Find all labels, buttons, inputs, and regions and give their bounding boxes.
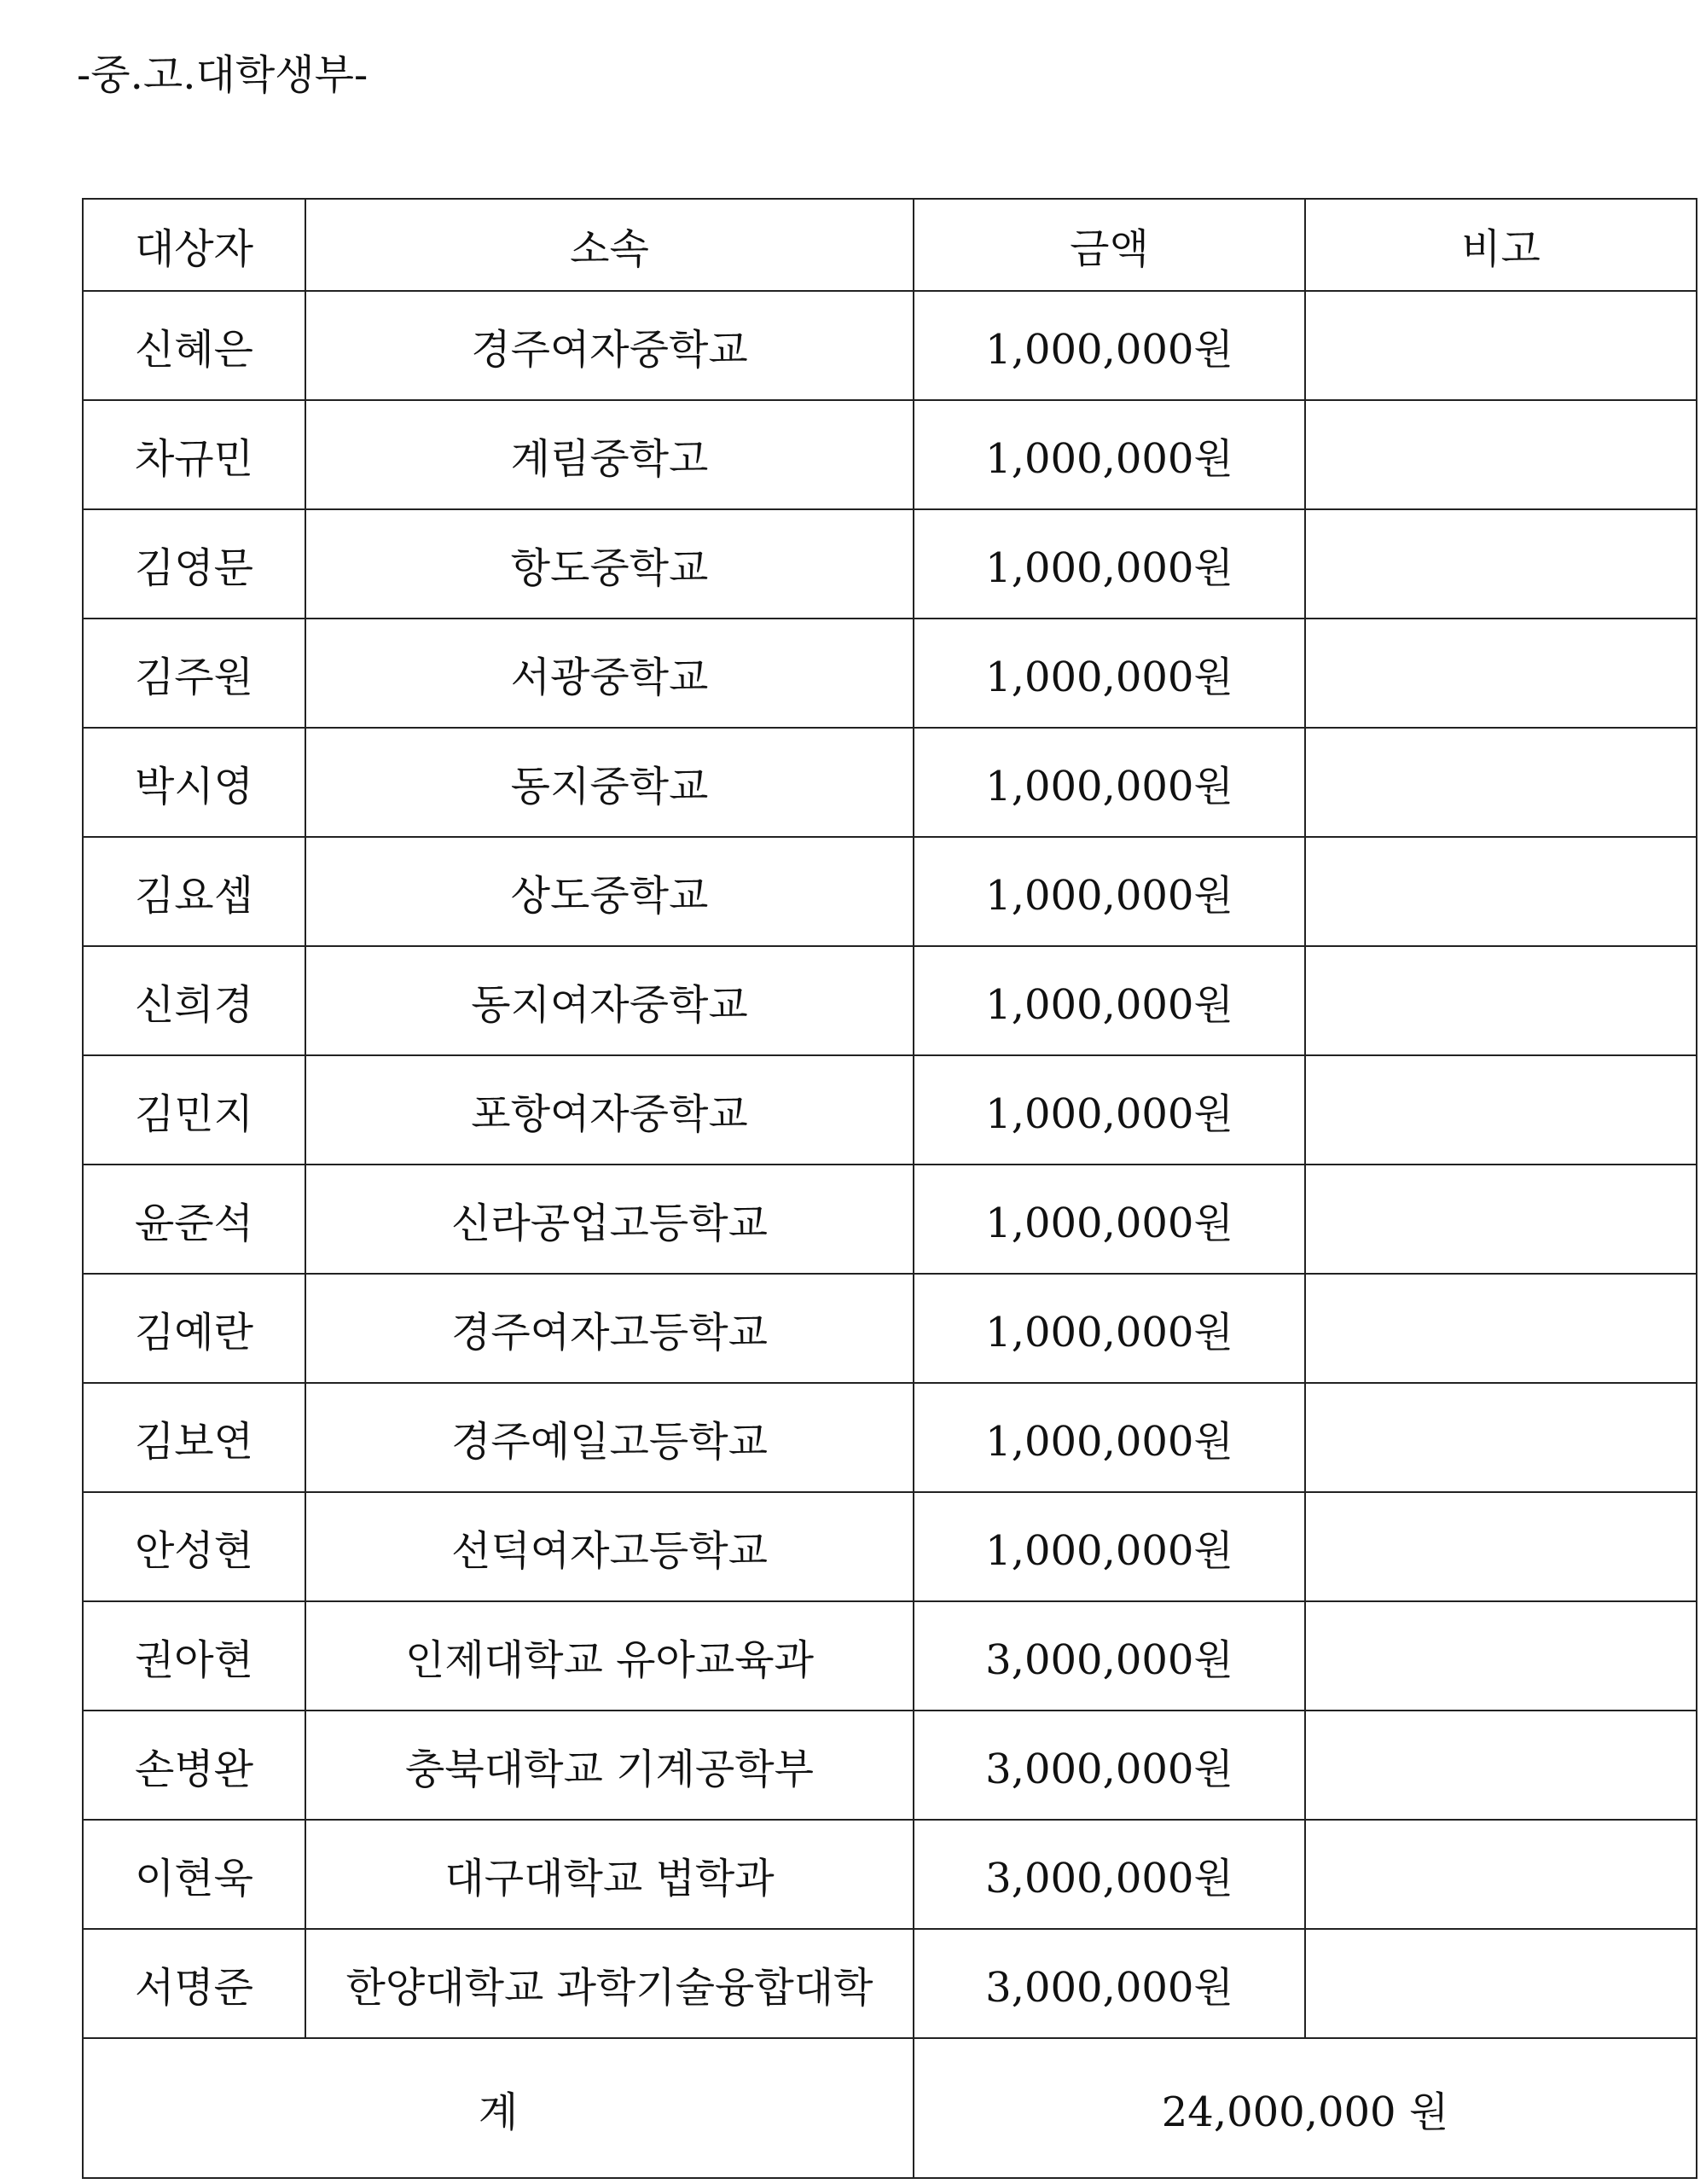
cell-note [1305, 1929, 1697, 2038]
table-row [83, 1165, 1697, 1274]
table-header-row [83, 199, 1697, 291]
cell-affiliation: 경주여자고등학교 [305, 1274, 914, 1383]
header-amount: 금액 [914, 199, 1305, 291]
cell-name: 신희경 [83, 946, 305, 1055]
table-row [83, 291, 1697, 400]
cell-note [1305, 1383, 1697, 1492]
cell-amount: 1,000,000원 [914, 1165, 1305, 1274]
cell-name: 김민지 [83, 1055, 305, 1165]
cell-note [1305, 1820, 1697, 1929]
cell-note [1305, 509, 1697, 619]
cell-affiliation: 인제대학교 유아교육과 [305, 1601, 914, 1711]
cell-amount: 3,000,000원 [914, 1711, 1305, 1820]
cell-note [1305, 837, 1697, 946]
table-row [83, 1929, 1697, 2038]
cell-amount: 3,000,000원 [914, 1929, 1305, 2038]
scholarship-table [82, 198, 1697, 2179]
cell-affiliation: 서광중학교 [305, 619, 914, 728]
cell-amount: 1,000,000원 [914, 728, 1305, 837]
cell-amount: 1,000,000원 [914, 400, 1305, 509]
cell-note [1305, 1165, 1697, 1274]
cell-name: 김주원 [83, 619, 305, 728]
table-row [83, 1383, 1697, 1492]
cell-amount: 1,000,000원 [914, 291, 1305, 400]
cell-affiliation: 경주여자중학교 [305, 291, 914, 400]
cell-amount: 1,000,000원 [914, 619, 1305, 728]
cell-note [1305, 400, 1697, 509]
cell-affiliation: 한양대학교 과학기술융합대학 [305, 1929, 914, 2038]
cell-name: 이현욱 [83, 1820, 305, 1929]
cell-affiliation: 항도중학교 [305, 509, 914, 619]
header-name: 대상자 [83, 199, 305, 291]
header-note: 비고 [1305, 199, 1697, 291]
cell-name: 김예란 [83, 1274, 305, 1383]
cell-affiliation: 대구대학교 법학과 [305, 1820, 914, 1929]
cell-affiliation: 동지여자중학교 [305, 946, 914, 1055]
cell-note [1305, 1601, 1697, 1711]
total-label: 계 [83, 2038, 914, 2178]
cell-affiliation: 경주예일고등학교 [305, 1383, 914, 1492]
cell-note [1305, 1711, 1697, 1820]
cell-note [1305, 946, 1697, 1055]
cell-amount: 1,000,000원 [914, 946, 1305, 1055]
table-row [83, 1711, 1697, 1820]
cell-name: 서명준 [83, 1929, 305, 2038]
cell-affiliation: 상도중학교 [305, 837, 914, 946]
cell-affiliation: 계림중학고 [305, 400, 914, 509]
table-row [83, 509, 1697, 619]
cell-name: 박시영 [83, 728, 305, 837]
table-row [83, 1820, 1697, 1929]
table-row [83, 1274, 1697, 1383]
cell-amount: 3,000,000원 [914, 1601, 1305, 1711]
cell-name: 김보연 [83, 1383, 305, 1492]
table-row [83, 1055, 1697, 1165]
cell-amount: 1,000,000원 [914, 509, 1305, 619]
cell-name: 차규민 [83, 400, 305, 509]
cell-affiliation: 동지중학교 [305, 728, 914, 837]
header-affiliation: 소속 [305, 199, 914, 291]
cell-note [1305, 728, 1697, 837]
table-row [83, 1492, 1697, 1601]
table-row [83, 946, 1697, 1055]
cell-amount: 1,000,000원 [914, 1055, 1305, 1165]
table-row [83, 400, 1697, 509]
cell-name: 김영문 [83, 509, 305, 619]
cell-name: 권아현 [83, 1601, 305, 1711]
cell-note [1305, 291, 1697, 400]
cell-name: 손병완 [83, 1711, 305, 1820]
total-row [83, 2038, 1697, 2178]
cell-affiliation: 포항여자중학교 [305, 1055, 914, 1165]
cell-name: 김요셉 [83, 837, 305, 946]
table-row [83, 837, 1697, 946]
total-amount: 24,000,000 원 [914, 2038, 1697, 2178]
table-row [83, 1601, 1697, 1711]
page-title: -중.고.대학생부- [77, 51, 368, 99]
cell-note [1305, 619, 1697, 728]
cell-note [1305, 1055, 1697, 1165]
cell-amount: 1,000,000원 [914, 837, 1305, 946]
table-row [83, 619, 1697, 728]
cell-affiliation: 신라공업고등학교 [305, 1165, 914, 1274]
cell-amount: 3,000,000원 [914, 1820, 1305, 1929]
cell-name: 안성현 [83, 1492, 305, 1601]
cell-name: 윤준석 [83, 1165, 305, 1274]
cell-amount: 1,000,000원 [914, 1383, 1305, 1492]
cell-note [1305, 1274, 1697, 1383]
table-row [83, 728, 1697, 837]
cell-note [1305, 1492, 1697, 1601]
cell-affiliation: 충북대학교 기계공학부 [305, 1711, 914, 1820]
cell-amount: 1,000,000원 [914, 1274, 1305, 1383]
cell-affiliation: 선덕여자고등학교 [305, 1492, 914, 1601]
cell-amount: 1,000,000원 [914, 1492, 1305, 1601]
cell-name: 신혜은 [83, 291, 305, 400]
